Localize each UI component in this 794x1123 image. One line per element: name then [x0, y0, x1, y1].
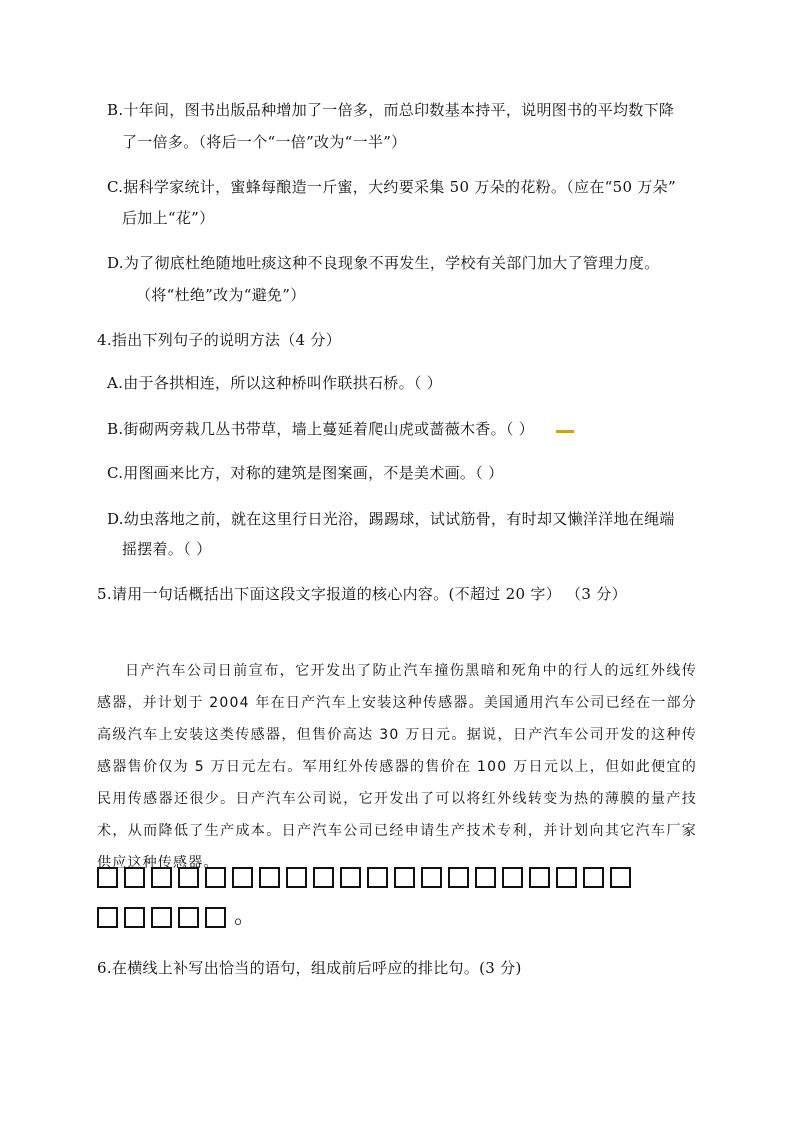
answer-box[interactable]: [205, 867, 226, 888]
q3-option-d-line2: （将“杜绝”改为“避免”）: [136, 286, 306, 304]
answer-box[interactable]: [151, 867, 172, 888]
q3-option-b-line2: 了一倍多。（将后一个“一倍”改为“一半”）: [122, 133, 407, 151]
answer-box[interactable]: [448, 867, 469, 888]
answer-box[interactable]: [502, 867, 523, 888]
q3-option-c-line2: 后加上“花”）: [122, 209, 215, 227]
answer-box[interactable]: [286, 867, 307, 888]
answer-box[interactable]: [232, 867, 253, 888]
q4-option-b: B.街砌两旁栽几丛书带草，墙上蔓延着爬山虎或蔷薇木香。（ ）: [107, 420, 535, 438]
answer-mark: [556, 430, 574, 433]
q3-option-b-line1: B.十年间，图书出版品种增加了一倍多，而总印数基本持平，说明图书的平均数下降: [107, 101, 675, 119]
answer-box[interactable]: [529, 867, 550, 888]
q4-option-a: A.由于各拱相连，所以这种桥叫作联拱石桥。（ ）: [107, 374, 443, 392]
answer-box[interactable]: [178, 907, 199, 928]
answer-box[interactable]: [259, 867, 280, 888]
q6-title: 6.在横线上补写出恰当的语句，组成前后呼应的排比句。(3 分): [97, 959, 522, 977]
answer-box[interactable]: [205, 907, 226, 928]
answer-box[interactable]: [610, 867, 631, 888]
answer-box[interactable]: [583, 867, 604, 888]
answer-box-row-1: [97, 867, 631, 888]
q3-option-d-line1: D.为了彻底杜绝随地吐痰这种不良现象不再发生，学校有关部门加大了管理力度。: [107, 254, 660, 272]
answer-box[interactable]: [97, 907, 118, 928]
answer-box[interactable]: [178, 867, 199, 888]
answer-box[interactable]: [313, 867, 334, 888]
q5-passage: 日产汽车公司日前宣布，它开发出了防止汽车撞伤黑暗和死角中的行人的远红外线传感器，并计划于 2004 年在日产汽车上安装这种传感器。美国通用汽车公司已经在一部分高级汽车上安装这类传感器，但售价高达 30 万日元。据说，日产汽车公司开发的这种传感器售价仅为 5 万日元左右。军用红外传感器的售价在 100 万日元以上，但如此便宜的民用传感器还很少。日产汽车公司说，它开发出了可以将红外线转变为热的薄膜的量产技术，从而降低了生产成本。日产汽车公司已经申请生产技术专利，并计划向其它汽车厂家供应这种传感器。: [97, 663, 697, 871]
answer-box[interactable]: [421, 867, 442, 888]
answer-box[interactable]: [556, 867, 577, 888]
answer-box[interactable]: [394, 867, 415, 888]
answer-box[interactable]: [475, 867, 496, 888]
q4-option-d-line1: D.幼虫落地之前，就在这里行日光浴，踢踢球，试试筋骨，有时却又懒洋洋地在绳端: [107, 510, 675, 528]
answer-box[interactable]: [367, 867, 388, 888]
answer-period: 。: [234, 904, 257, 929]
q4-title: 4.指出下列句子的说明方法（4 分）: [97, 331, 342, 349]
q3-option-c-line1: C.据科学家统计，蜜蜂每酿造一斤蜜，大约要采集 50 万朵的花粉。（应在“50 万朵”: [107, 178, 676, 196]
q4-option-d-line2: 摇摆着。（ ）: [122, 540, 212, 558]
q4-option-c: C.用图画来比方，对称的建筑是图案画，不是美术画。（ ）: [107, 464, 504, 482]
q5-title: 5.请用一句话概括出下面这段文字报道的核心内容。(不超过 20 字） （3 分）: [97, 585, 627, 603]
answer-box[interactable]: [340, 867, 361, 888]
answer-box[interactable]: [97, 867, 118, 888]
answer-box[interactable]: [151, 907, 172, 928]
answer-box-row-2: [97, 906, 256, 928]
answer-box[interactable]: [124, 907, 145, 928]
answer-box[interactable]: [124, 867, 145, 888]
